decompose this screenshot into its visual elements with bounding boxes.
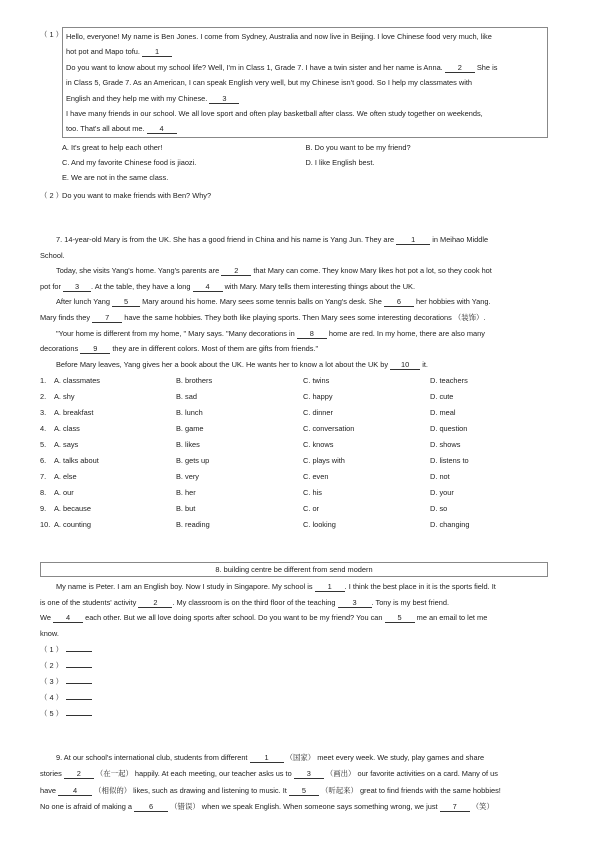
passage-line: English and they help me with my Chinese. 3 bbox=[66, 91, 544, 106]
cloze-options bbox=[40, 373, 556, 532]
option-a[interactable]: A. shy bbox=[54, 392, 75, 402]
answer-row bbox=[40, 674, 556, 690]
option-c[interactable]: C. even bbox=[303, 471, 329, 481]
blank-7[interactable]: 7 bbox=[440, 802, 470, 812]
options-list bbox=[62, 140, 542, 185]
option-b[interactable]: B. brothers bbox=[176, 376, 213, 386]
question-number-2: （ 2 ） bbox=[40, 191, 63, 200]
answer-blank[interactable] bbox=[66, 691, 92, 700]
option-row-number: 1. bbox=[40, 376, 47, 386]
option-row-number: 3. bbox=[40, 408, 47, 418]
option-row bbox=[40, 389, 556, 405]
option-b[interactable]: B. lunch bbox=[176, 408, 203, 418]
option-e[interactable]: E. We are not in the same class. bbox=[62, 173, 169, 182]
answer-label: （ 3 ） bbox=[40, 677, 63, 687]
option-row-number: 6. bbox=[40, 455, 47, 465]
answer-row bbox=[40, 642, 556, 658]
passage-line: We 4 each other. But we all love doing sports after school. Do you want to be my friend? You can 5 me an email to let me bbox=[40, 613, 488, 623]
option-d[interactable]: D. not bbox=[430, 471, 450, 481]
passage-line: School. bbox=[40, 250, 65, 260]
blank-3[interactable]: 3 bbox=[209, 94, 239, 104]
blank-4[interactable]: 4 bbox=[193, 282, 223, 292]
blank-3[interactable]: 3 bbox=[63, 282, 91, 292]
blank-10[interactable]: 10 bbox=[390, 360, 420, 370]
option-c[interactable]: C. his bbox=[303, 487, 322, 497]
answer-blank[interactable] bbox=[66, 659, 92, 668]
option-a[interactable]: A. counting bbox=[54, 519, 91, 529]
option-b[interactable]: B. likes bbox=[176, 439, 200, 449]
passage-line: Hello, everyone! My name is Ben Jones. I come from Sydney, Australia and now live in Beijing. I love Chinese food very much, like bbox=[66, 32, 492, 41]
blank-7[interactable]: 7 bbox=[92, 313, 122, 323]
option-row bbox=[40, 421, 556, 437]
passage-line: decorations 9 they are in different colors. Most of them are gifts from friends." bbox=[40, 344, 319, 354]
answer-label: （ 5 ） bbox=[40, 709, 63, 718]
passage-line: is one of the students' activity 2 . My classroom is on the third floor of the teaching 3 . Tony is my best friend. bbox=[40, 597, 450, 607]
blank-2[interactable]: 2 bbox=[221, 266, 251, 276]
passage-line: pot for 3 . At the table, they have a long 4 with Mary. Mary tells them interesting things about the UK. bbox=[40, 281, 416, 291]
blank-4[interactable]: 4 bbox=[53, 613, 83, 623]
blank-2[interactable]: 2 bbox=[64, 769, 94, 779]
fill-in-passage-8 bbox=[40, 579, 556, 722]
option-c[interactable]: C. looking bbox=[303, 519, 336, 529]
blank-2[interactable]: 2 bbox=[138, 598, 172, 608]
option-d[interactable]: D. changing bbox=[430, 519, 470, 529]
blank-5[interactable]: 5 bbox=[289, 786, 319, 796]
blank-4[interactable]: 4 bbox=[58, 786, 92, 796]
option-d[interactable]: D. teachers bbox=[430, 376, 468, 386]
passage-line: too. That's all about me. 4 bbox=[66, 121, 544, 136]
blank-6[interactable]: 6 bbox=[134, 802, 168, 812]
option-a[interactable]: A. talks about bbox=[54, 455, 99, 465]
option-row-number: 5. bbox=[40, 439, 47, 449]
option-a[interactable]: A. classmates bbox=[54, 376, 101, 386]
passage-line: I have many friends in our school. We all love sport and often play basketball after class. We often study together on weekends, bbox=[66, 109, 483, 119]
blank-1[interactable]: 1 bbox=[396, 235, 430, 245]
answer-blank[interactable] bbox=[66, 643, 92, 652]
answer-label: （ 4 ） bbox=[40, 693, 63, 703]
blank-4[interactable]: 4 bbox=[147, 124, 177, 134]
option-row-number: 2. bbox=[40, 392, 47, 402]
option-c[interactable]: C. knows bbox=[303, 439, 334, 449]
passage-line: hot pot and Mapo tofu. 1 bbox=[66, 44, 544, 59]
option-a[interactable]: A. because bbox=[54, 503, 91, 513]
passage-line: Mary finds they 7 have the same hobbies. They both like playing sports. Then Mary sees some interesting decorations （装饰）. bbox=[40, 312, 486, 322]
option-d[interactable]: D. I like English best. bbox=[305, 158, 375, 167]
passage-line: stories 2 （在一起） happily. At each meeting, our teacher asks us to 3 （画出） our favorite activities on a card. Many of us bbox=[40, 769, 498, 779]
option-c[interactable]: C. And my favorite Chinese food is jiaozi. bbox=[62, 158, 197, 167]
blank-3[interactable]: 3 bbox=[294, 769, 324, 779]
option-row-number: 8. bbox=[40, 487, 47, 497]
blank-9[interactable]: 9 bbox=[80, 344, 110, 354]
blank-1[interactable]: 1 bbox=[315, 582, 345, 592]
blank-5[interactable]: 5 bbox=[112, 297, 140, 307]
word-bank-box: 8. building centre be different from send modern bbox=[40, 562, 548, 577]
option-d[interactable]: D. shows bbox=[430, 439, 461, 449]
option-d[interactable]: D. meal bbox=[430, 408, 456, 418]
passage-line: "Your home is different from my home, " Mary says. "Many decorations in 8 home are red. In my home, there are also many bbox=[56, 328, 485, 338]
option-a[interactable]: A. else bbox=[54, 471, 77, 481]
passage-line: Today, she visits Yang's home. Yang's parents are 2 that Mary can come. They know Mary likes hot pot a lot, so they cook hot bbox=[56, 266, 492, 276]
option-b[interactable]: B. gets up bbox=[176, 455, 210, 465]
passage-line: Before Mary leaves, Yang gives her a book about the UK. He wants her to know a lot about the UK by 10 it. bbox=[56, 359, 428, 369]
option-d[interactable]: D. your bbox=[430, 487, 454, 497]
answer-row bbox=[40, 690, 556, 706]
option-d[interactable]: D. cute bbox=[430, 392, 454, 402]
passage-line: My name is Peter. I am an English boy. Now I study in Singapore. My school is 1 . I think the best place in it is the sports field. It bbox=[56, 582, 496, 591]
answer-label: （ 1 ） bbox=[40, 645, 63, 655]
passage-line: have 4 （相似的） likes, such as drawing and listening to music. It 5 （听起来） great to find friends with the same hobbies! bbox=[40, 785, 501, 795]
option-c[interactable]: C. conversation bbox=[303, 424, 355, 434]
fill-in-passage-9 bbox=[40, 750, 556, 816]
option-b[interactable]: B. sad bbox=[176, 392, 197, 402]
option-d[interactable]: D. listens to bbox=[430, 455, 469, 465]
option-row bbox=[40, 517, 556, 533]
passage-line: know. bbox=[40, 628, 59, 638]
option-row bbox=[40, 485, 556, 501]
question-2: （ 2 ）Do you want to make friends with Ben? Why? bbox=[40, 188, 211, 203]
blank-8[interactable]: 8 bbox=[297, 329, 327, 339]
answer-row bbox=[40, 658, 556, 674]
passage-line: No one is afraid of making a 6 （错误） when we speak English. When someone says something wrong, we just 7 （笑） bbox=[40, 802, 494, 812]
question-number-1: （ 1 ） bbox=[40, 30, 63, 39]
option-b[interactable]: B. but bbox=[176, 503, 196, 513]
answer-label: （ 2 ） bbox=[40, 661, 63, 671]
blank-1[interactable]: 1 bbox=[250, 753, 284, 763]
option-c[interactable]: C. plays with bbox=[303, 455, 345, 465]
ben-passage-box bbox=[62, 27, 548, 138]
passage-line: After lunch Yang 5 Mary around his home. Mary sees some tennis balls on Yang's desk. She 6 her hobbies with Yang. bbox=[56, 297, 491, 307]
answer-blank[interactable] bbox=[66, 675, 92, 684]
option-b[interactable]: B. her bbox=[176, 487, 196, 497]
answer-row bbox=[40, 706, 556, 722]
option-d[interactable]: D. question bbox=[430, 424, 468, 434]
passage-line: 9. At our school's international club, students from different 1 （国家） meet every week. We study, play games and share bbox=[56, 753, 485, 762]
passage-line: 7. 14-year-old Mary is from the UK. She has a good friend in China and his name is Yang Jun. They are 1 in Meihao Middle bbox=[56, 235, 489, 244]
blank-5[interactable]: 5 bbox=[385, 613, 415, 623]
passage-line: in Class 5, Grade 7. As an American, I can speak English very well, but my Chinese isn't good. So I help my classmates with bbox=[66, 78, 473, 88]
option-c[interactable]: C. or bbox=[303, 503, 320, 513]
option-row bbox=[40, 373, 556, 389]
option-row-number: 9. bbox=[40, 503, 47, 513]
option-b[interactable]: B. very bbox=[176, 471, 199, 481]
cloze-passage-7 bbox=[40, 232, 556, 532]
option-a[interactable]: A. says bbox=[54, 439, 79, 449]
option-row-number: 4. bbox=[40, 424, 47, 434]
option-a[interactable]: A. our bbox=[54, 487, 74, 497]
option-row bbox=[40, 469, 556, 485]
blank-3[interactable]: 3 bbox=[338, 598, 372, 608]
option-row-number: 7. bbox=[40, 471, 47, 481]
option-b[interactable]: B. game bbox=[176, 424, 204, 434]
option-b[interactable]: B. reading bbox=[176, 519, 210, 529]
option-a[interactable]: A. It's great to help each other! bbox=[62, 143, 163, 152]
option-c[interactable]: C. twins bbox=[303, 376, 330, 386]
answer-blank[interactable] bbox=[66, 707, 92, 716]
option-c[interactable]: C. happy bbox=[303, 392, 333, 402]
blank-6[interactable]: 6 bbox=[384, 297, 414, 307]
blank-1[interactable]: 1 bbox=[142, 47, 172, 57]
passage-line: Do you want to know about my school life? Well, I'm in Class 1, Grade 7. I have a twin sister and her name is Anna. 2 She is bbox=[66, 62, 498, 72]
option-a[interactable]: A. breakfast bbox=[54, 408, 94, 418]
option-a[interactable]: A. class bbox=[54, 424, 80, 434]
answer-rows bbox=[40, 642, 556, 722]
option-b[interactable]: B. Do you want to be my friend? bbox=[305, 143, 411, 152]
option-row bbox=[40, 501, 556, 517]
option-row-number: 10. bbox=[40, 519, 51, 529]
blank-2[interactable]: 2 bbox=[445, 63, 475, 73]
option-row bbox=[40, 453, 556, 469]
option-d[interactable]: D. so bbox=[430, 503, 448, 513]
option-row bbox=[40, 437, 556, 453]
option-row bbox=[40, 405, 556, 421]
option-c[interactable]: C. dinner bbox=[303, 408, 333, 418]
